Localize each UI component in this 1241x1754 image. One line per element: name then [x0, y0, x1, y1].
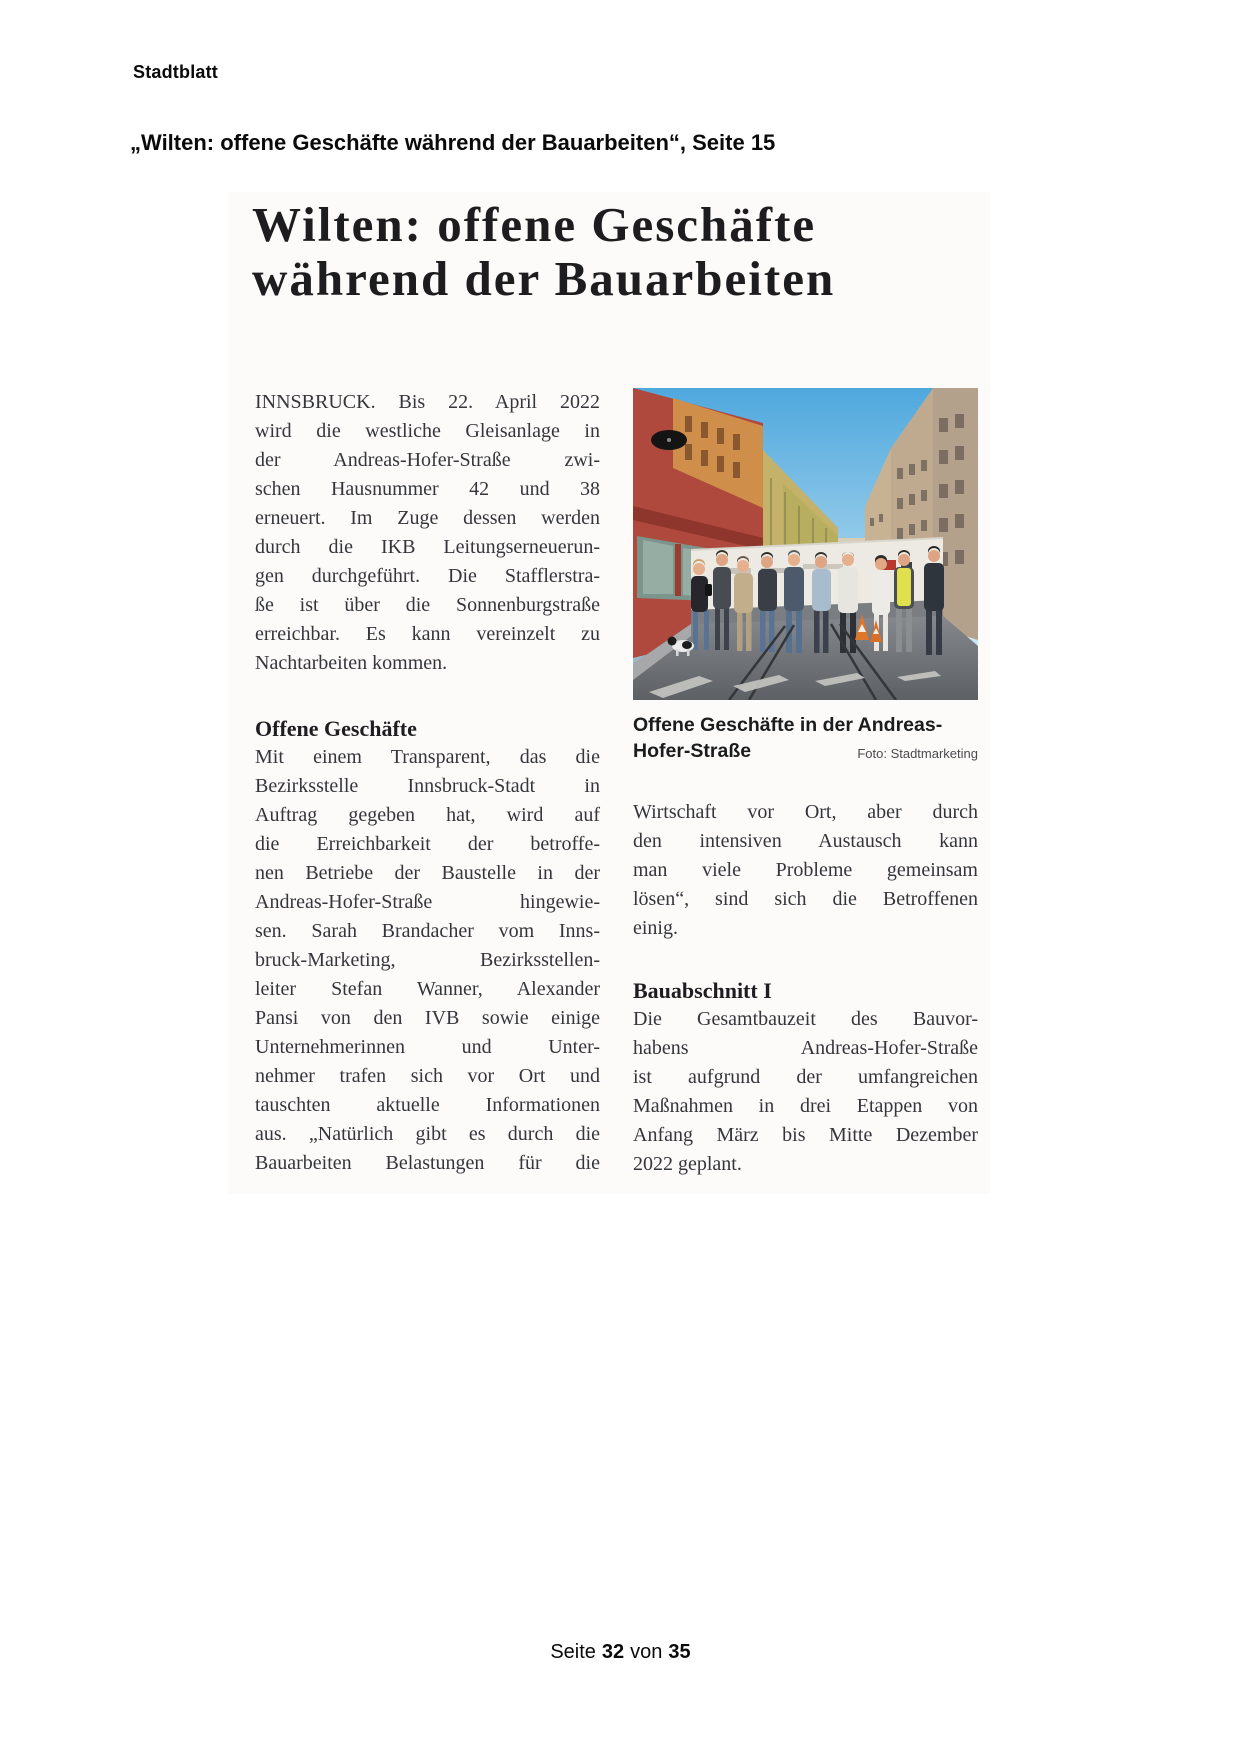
quote-paragraph: Wirtschaft vor Ort, aber durch den intensiven Austausch kann man viele Probleme gemeinsam lösen“, sind sich die Betroffenen einig. — [633, 801, 978, 939]
footer-label-page: Seite — [550, 1641, 596, 1663]
article-photo — [633, 388, 978, 700]
photo-caption — [633, 712, 978, 764]
section1-paragraph: Mit einem Transparent, das die Bezirksstelle Innsbruck-Stadt in Auftrag gegeben hat, wird auf die Erreichbarkeit der betroffe- nen Betriebe der Baustelle in der Andreas-Hofer-Straße hingewie- sen. Sarah Brandacher vom Inns- bruck-Marketing, Bezirksstellen- leiter Stefan Wanner, Alexander Pansi von den IVB sowie einige Unternehmerinnen und Unter- nehmer trafen sich vor Ort und tauschten aktuelle Informationen aus. „Natürlich gibt es durch die Bauarbeiten Belastungen für die — [255, 746, 600, 1174]
footer-current-page: 32 — [601, 1641, 625, 1663]
publication-name: Stadtblatt — [133, 62, 218, 82]
article-column-right — [633, 388, 978, 1179]
footer-label-of: von — [630, 1641, 663, 1663]
footer-total-pages: 35 — [668, 1641, 691, 1663]
photo-caption-line1: Offene Geschäfte in der Andreas- — [633, 714, 943, 736]
page-footer — [0, 1641, 1241, 1664]
article-headline: Wilten: offene Geschäfte während der Bauarbeiten — [252, 197, 836, 306]
photo-caption-row — [633, 738, 978, 764]
intro-paragraph: INNSBRUCK. Bis 22. April 2022 wird die westliche Gleisanlage in der Andreas-Hofer-Straße zwi- schen Hausnummer 42 und 38 erneuert. Im Zuge dessen werden durch die IKB Leitungserneuerun- gen durchgeführt. Die Stafflerstra- ße ist über die Sonnenburgstraße erreichbar. Es kann vereinzelt zu Nachtarbeiten kommen. — [255, 391, 600, 674]
section2-paragraph: Die Gesamtbauzeit des Bauvor- habens Andreas-Hofer-Straße ist aufgrund der umfangreichen Maßnahmen in drei Etappen von Anfang März bis Mitte Dezember 2022 geplant. — [633, 1008, 978, 1175]
reference-line: „Wilten: offene Geschäfte während der Bauarbeiten“, Seite 15 — [130, 130, 776, 155]
article-clipping — [228, 192, 990, 1194]
article-column-left — [255, 388, 600, 1178]
section-heading-bauabschnitt: Bauabschnitt I — [633, 978, 772, 1003]
photo-credit: Foto: Stadtmarketing — [857, 746, 978, 761]
photo-caption-line2: Hofer-Straße — [633, 740, 752, 762]
section-heading-offene-geschaefte: Offene Geschäfte — [255, 716, 417, 741]
photo-illustration — [633, 388, 978, 700]
